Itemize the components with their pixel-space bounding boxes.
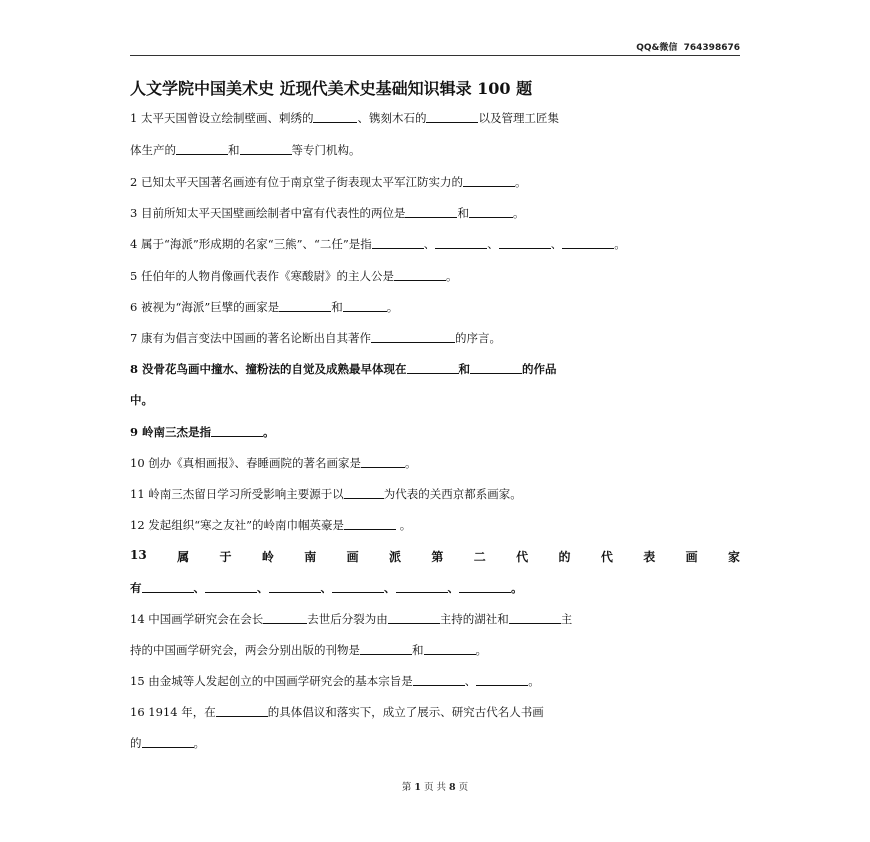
header-contact: QQ&微信 764398676	[636, 43, 740, 53]
separator: 、	[550, 237, 563, 251]
answer-blank	[343, 299, 387, 312]
question-text: 8 没骨花鸟画中撞水、撞粉法的自觉及成熟最早体现在	[130, 362, 407, 376]
question-text: 。	[193, 736, 205, 750]
answer-blank	[263, 611, 307, 624]
answer-blank	[360, 642, 412, 655]
question-7	[130, 330, 501, 346]
question-text: 为代表的关西京都系画家。	[383, 487, 522, 501]
question-text: 。	[528, 674, 540, 688]
question-text: 和	[457, 206, 469, 220]
question-word: 画	[346, 550, 359, 564]
answer-blank	[332, 580, 384, 593]
answer-blank	[470, 361, 522, 374]
answer-blank	[176, 142, 228, 155]
question-8-line-1	[130, 361, 557, 377]
footer-text: 页	[455, 782, 469, 793]
question-text: 。	[512, 206, 525, 220]
question-15	[130, 673, 540, 689]
answer-blank	[394, 268, 446, 281]
question-10	[130, 455, 417, 471]
question-16-line-1	[130, 704, 544, 720]
question-text: 。	[614, 237, 626, 251]
question-text: 和	[458, 362, 471, 376]
question-text: 9 岭南三杰是指	[130, 425, 212, 439]
page-number: 1	[414, 782, 421, 793]
answer-blank	[142, 735, 194, 748]
question-text: 的	[130, 736, 142, 750]
question-word: 属	[177, 550, 190, 564]
separator: 、	[423, 237, 436, 251]
question-word: 岭	[261, 550, 274, 564]
question-text: 3 目前所知太平天国壁画绘制者中富有代表性的两位是	[130, 206, 406, 220]
answer-blank	[344, 517, 396, 530]
document-title: 人文学院中国美术史 近现代美术史基础知识辑录 100 题	[130, 79, 533, 98]
answer-blank	[372, 236, 424, 249]
question-word: 二	[473, 550, 486, 564]
question-text: 16 1914 年，在	[130, 705, 216, 719]
question-text: 和	[228, 143, 240, 157]
question-13-line-2	[130, 580, 523, 596]
question-text: 6 被视为“海派”巨擘的画家是	[130, 300, 280, 314]
question-text: 。	[386, 300, 399, 314]
answer-blank	[499, 236, 551, 249]
answer-blank	[205, 580, 257, 593]
answer-blank	[476, 673, 528, 686]
question-2	[130, 174, 526, 190]
answer-blank	[388, 611, 440, 624]
question-word: 画	[685, 550, 698, 564]
question-6	[130, 299, 398, 315]
question-11	[130, 486, 522, 502]
question-text: 体生产的	[130, 143, 176, 157]
question-word: 于	[219, 550, 232, 564]
question-1-line-1	[130, 110, 559, 126]
answer-blank	[344, 486, 384, 499]
page-total: 8	[449, 782, 456, 793]
question-word: 派	[388, 550, 401, 564]
question-text: 12 发起组织“寒之友社”的岭南巾帼英豪是	[130, 518, 345, 532]
question-text: 的作品	[522, 362, 557, 376]
question-text: 和	[412, 643, 424, 657]
question-text: 。	[263, 425, 275, 439]
question-text: 主持的湖社和	[439, 612, 509, 626]
question-text: 11 岭南三杰留日学习所受影响主要源于以	[130, 487, 344, 501]
question-8-line-2	[130, 392, 153, 408]
question-3	[130, 205, 524, 221]
question-word: 南	[304, 550, 317, 564]
question-14-line-1	[130, 611, 572, 627]
answer-blank	[469, 205, 513, 218]
answer-blank	[361, 455, 405, 468]
question-text: 15 由金城等人发起创立的中国画学研究会的基本宗旨是	[130, 674, 413, 688]
separator: 、	[257, 581, 269, 595]
question-text: 等专门机构。	[291, 143, 361, 157]
answer-blank	[509, 611, 561, 624]
footer-text: 第	[401, 782, 415, 793]
question-word: 13	[130, 548, 147, 562]
separator: 、	[447, 581, 459, 595]
question-text: 7 康有为倡言变法中国画的著名论断出自其著作	[130, 331, 371, 345]
separator: 、	[320, 581, 332, 595]
separator: 、	[384, 581, 396, 595]
question-word: 的	[558, 550, 571, 564]
answer-blank	[459, 580, 511, 593]
answer-blank	[435, 236, 487, 249]
question-text: 。	[475, 643, 487, 657]
question-text: 和	[331, 300, 343, 314]
answer-blank	[424, 642, 476, 655]
answer-blank	[240, 142, 292, 155]
question-text: 14 中国画学研究会在会长	[130, 612, 264, 626]
page-footer	[0, 779, 870, 793]
question-9	[130, 424, 275, 440]
question-text: 有	[130, 581, 142, 595]
answer-blank	[211, 424, 263, 437]
answer-blank	[269, 580, 321, 593]
answer-blank	[142, 580, 194, 593]
question-13-line-1	[130, 548, 740, 565]
question-text: 的序言。	[454, 331, 501, 345]
question-text: 。	[514, 175, 527, 189]
question-text: 去世后分裂为由	[307, 612, 388, 626]
answer-blank	[405, 205, 457, 218]
answer-blank	[562, 236, 614, 249]
question-text: 持的中国画学研究会，两会分别出版的刊物是	[130, 643, 360, 657]
question-text: 5 任伯年的人物肖像画代表作《寒酸尉》的主人公是	[130, 269, 394, 283]
answer-blank	[279, 299, 331, 312]
question-4	[130, 236, 626, 252]
question-text: 1 太平天国曾设立绘制壁画、剌绣的	[130, 111, 314, 125]
question-text: 10 创办《真相画报》、春睡画院的著名画家是	[130, 456, 362, 470]
question-text: 以及管理工匠集	[478, 111, 559, 125]
separator: 、	[193, 581, 205, 595]
answer-blank	[413, 673, 465, 686]
question-text: 4 属于“海派”形成期的名家“三熊”、“二任”是指	[130, 237, 372, 251]
answer-blank	[426, 110, 478, 123]
question-text: 的具体倡议和落实下，成立了展示、研究古代名人书画	[267, 705, 544, 719]
header-rule	[130, 55, 740, 56]
question-5	[130, 268, 457, 284]
question-text: 。	[445, 269, 458, 283]
answer-blank	[313, 110, 357, 123]
question-text: 。	[396, 518, 412, 532]
question-text: 、镌刻木石的	[357, 111, 427, 125]
question-word: 家	[727, 550, 740, 564]
separator: 、	[487, 237, 499, 251]
answer-blank	[463, 174, 515, 187]
question-word: 第	[431, 550, 444, 564]
question-14-line-2	[130, 642, 487, 658]
question-text: 主	[560, 612, 573, 626]
question-text: 、	[464, 674, 477, 688]
question-12	[130, 517, 411, 533]
question-16-line-2	[130, 735, 205, 751]
answer-blank	[371, 330, 455, 343]
question-text: 。	[405, 456, 417, 470]
question-text: 2 已知太平天国著名画迹有位于南京堂子街表现太平军江防实力的	[130, 175, 463, 189]
answer-blank	[396, 580, 448, 593]
footer-text: 页 共	[420, 782, 450, 793]
question-text: 。	[511, 581, 523, 595]
question-word: 代	[516, 550, 529, 564]
answer-blank	[407, 361, 459, 374]
question-1-line-2	[130, 142, 361, 158]
question-word: 表	[643, 550, 656, 564]
question-text: 中。	[130, 393, 153, 407]
answer-blank	[216, 704, 268, 717]
question-word: 代	[600, 550, 613, 564]
